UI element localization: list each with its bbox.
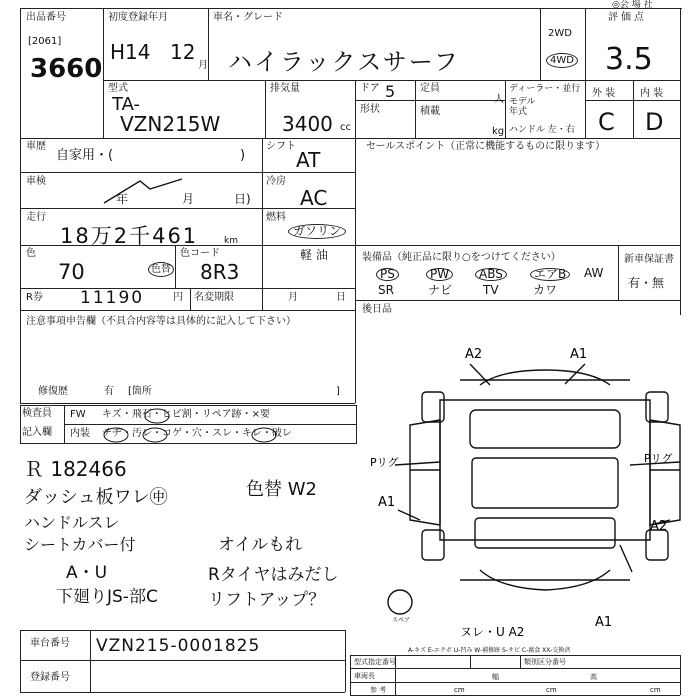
- color-value: 70: [58, 260, 85, 284]
- mark-right-door: A2: [650, 519, 668, 534]
- capacity-label: 定員: [420, 83, 440, 94]
- door-value: 5: [385, 82, 396, 101]
- height-label: 高: [590, 673, 597, 681]
- note-line-6: 下廻りJS-部C: [56, 587, 158, 607]
- inspection-year: 年: [116, 192, 129, 206]
- height-cm: cm: [650, 686, 661, 694]
- mark-rear: ヌレ・U A2: [460, 625, 525, 639]
- mark-front-left: A2: [465, 347, 483, 362]
- reference-label: 参 考: [370, 686, 387, 694]
- capacity-unit: 人: [494, 94, 504, 105]
- class-number-label: 類別区分番号: [524, 658, 566, 666]
- spare-label: スペア: [392, 617, 411, 624]
- notes-title: 注意事項申告欄（不具合内容等は具体的に記入して下さい）: [26, 316, 296, 327]
- lot-number-label: 出品番号: [26, 12, 66, 23]
- history-close: ): [240, 148, 246, 163]
- fuel-gasoline-circled: ガソリン: [288, 224, 346, 239]
- repair-location-bracket: [箇所: [128, 386, 152, 397]
- registration-month: 12: [170, 40, 196, 64]
- mark-left-side: Pリグ: [370, 456, 399, 469]
- note-line-1: Ｒ 182466: [24, 457, 127, 481]
- type-cert-label: 型式指定番号: [354, 658, 396, 666]
- equipment-tv: TV: [483, 283, 499, 297]
- car-name: ハイラックスサーフ: [228, 48, 460, 76]
- score-value: 3.5: [605, 42, 653, 77]
- note-line-3: ハンドルスレ: [24, 513, 120, 532]
- recycle-unit: 円: [173, 292, 183, 303]
- company-mark: ◎会 場 社: [612, 0, 653, 10]
- color-label: 色: [26, 248, 36, 259]
- color-code-label: 色コード: [180, 248, 220, 259]
- model-label: 型式: [108, 83, 128, 94]
- fw-label: FW: [70, 409, 86, 420]
- recycle-label: R券: [26, 292, 43, 303]
- shift-label: シフト: [266, 141, 296, 152]
- equipment-ps: PS: [376, 268, 399, 281]
- door-label: ドア: [360, 83, 380, 94]
- equipment-navi: ナビ: [428, 283, 453, 297]
- registration-month-suffix: 月: [198, 60, 208, 71]
- new-car-warranty-value: 有・無: [628, 276, 665, 290]
- mark-front-right: A1: [570, 347, 588, 362]
- new-car-warranty-label: 新車保証書: [624, 254, 674, 265]
- expiry-month: 月: [288, 292, 298, 303]
- model-prefix: TA-: [112, 94, 141, 115]
- first-registration-label: 初度登録年月: [108, 12, 168, 23]
- width-label: 幅: [492, 673, 499, 681]
- dealer-import-label: ディーラー・並行: [509, 84, 581, 94]
- equipment-airbag: エアB: [530, 268, 570, 281]
- mileage-label: 走行: [26, 212, 46, 223]
- load-label: 積載: [420, 106, 440, 117]
- mileage-unit: km: [224, 236, 238, 246]
- model-code: VZN215W: [120, 112, 221, 136]
- note-line-2: ダッシュ板ワレ㊥: [24, 487, 168, 508]
- equipment-pw: PW: [426, 268, 453, 281]
- drive-4wd-circled: 4WD: [546, 53, 578, 68]
- chassis-number: VZN215-0001825: [96, 636, 261, 656]
- length-cm: cm: [454, 686, 465, 694]
- inspection-month: 月: [182, 192, 195, 206]
- interior-inspect-items: チヂ・汚レ・コゲ・穴・スレ・キレ・破レ: [102, 428, 292, 439]
- shift-value: AT: [296, 148, 321, 172]
- fuel-diesel: 軽 油: [300, 248, 328, 262]
- load-unit: kg: [492, 126, 505, 137]
- steering-label: ハンドル 左・右: [509, 125, 575, 135]
- fuel-label: 燃料: [266, 212, 286, 223]
- chassis-number-label: 車台番号: [30, 638, 70, 649]
- repair-history-label: 修復歴: [38, 386, 68, 397]
- equipment-leather: カワ: [533, 283, 558, 297]
- fw-items: キズ・飛石・ヒビ割・リペア跡・×要: [102, 409, 270, 420]
- inspector-circles: [100, 404, 360, 444]
- name-change-expiry-label: 名変期限: [194, 292, 234, 303]
- note-right-3: Rタイヤはみだし: [208, 565, 339, 585]
- model-year-label: モデル 年式: [509, 97, 536, 117]
- mark-right-side: Pリグ: [644, 452, 673, 465]
- note-right-2: オイルもれ: [218, 535, 303, 555]
- mark-left-door: A1: [378, 495, 396, 510]
- equipment-title: 装備品（純正品に限り○をつけてください）: [362, 252, 561, 263]
- vehicle-length-label: 車両長: [354, 672, 375, 680]
- lot-sub-number: [2061]: [28, 36, 62, 47]
- drive-2wd: 2WD: [548, 28, 572, 39]
- displacement-unit: cc: [340, 122, 351, 133]
- registration-year: H14: [110, 40, 151, 64]
- mileage-value: 18万2千461: [60, 224, 199, 248]
- interior-grade: D: [645, 108, 664, 136]
- mark-rear-right: A1: [595, 615, 613, 630]
- lot-number: 3660: [30, 54, 103, 84]
- ac-label: 冷房: [266, 176, 286, 187]
- interior-inspect-label: 内装: [70, 428, 90, 439]
- recycle-value: 11190: [80, 288, 145, 308]
- repair-location-close: ]: [336, 386, 340, 397]
- equipment-aw: AW: [584, 266, 604, 280]
- inspector-label: 検査員: [22, 408, 52, 419]
- inspection-strike: [100, 175, 190, 207]
- entry-label: 記入欄: [22, 427, 52, 438]
- equipment-sr: SR: [378, 283, 394, 297]
- score-label: 評価点: [608, 12, 647, 23]
- inspection-label: 車検: [26, 176, 46, 187]
- history-label: 車歴: [26, 141, 46, 152]
- history-value: 自家用・(: [56, 148, 114, 163]
- displacement-label: 排気量: [270, 83, 300, 94]
- note-line-5: A・U: [66, 563, 108, 583]
- width-cm: cm: [546, 686, 557, 694]
- note-right-1: 色替 W2: [246, 479, 317, 500]
- car-name-label: 車名・グレード: [213, 12, 283, 23]
- later-items-label: 後日品: [362, 304, 392, 315]
- equipment-abs: ABS: [475, 268, 507, 281]
- car-damage-diagram: [360, 340, 690, 660]
- note-line-4: シートカバー付: [24, 535, 136, 554]
- sales-point-label: セールスポイント（正常に機能するものに限ります）: [366, 141, 606, 152]
- ac-value: AC: [300, 186, 328, 210]
- exterior-grade: C: [598, 108, 615, 136]
- repair-history-value: 有: [104, 386, 114, 397]
- damage-legend: A-キズ E-エクボ U-凹み W-補修跡 S-サビ C-腐食 XX-交換済: [408, 647, 571, 654]
- note-right-4: リフトアップ？: [208, 590, 326, 610]
- registration-number-label: 登録番号: [30, 672, 70, 683]
- inspection-day: 日): [234, 192, 251, 206]
- body-shape-label: 形状: [360, 104, 380, 115]
- color-change-circled: 色替: [148, 262, 174, 277]
- exterior-label: 外 装: [592, 88, 616, 99]
- interior-label: 内 装: [640, 88, 664, 99]
- color-code-value: 8R3: [200, 260, 240, 284]
- displacement-value: 3400: [282, 112, 333, 136]
- expiry-day: 日: [336, 292, 346, 303]
